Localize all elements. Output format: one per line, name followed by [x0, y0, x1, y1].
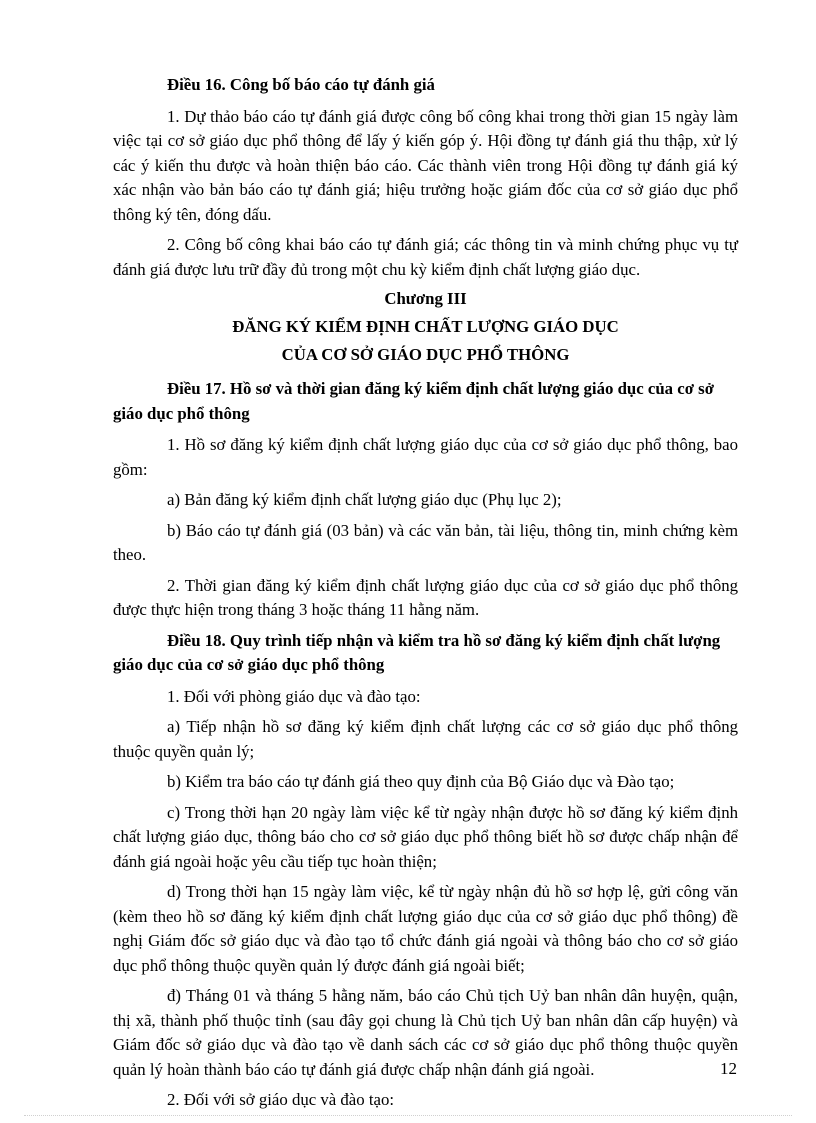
- page-edge-divider: [24, 1115, 792, 1116]
- page-body: [113, 73, 738, 1119]
- article-17-clause-1: 1. Hồ sơ đăng ký kiểm định chất lượng giáo dục của cơ sở giáo dục phổ thông, bao gồm:: [113, 435, 738, 479]
- chapter-label: Chương III: [384, 289, 467, 308]
- article-17-clause-2: 2. Thời gian đăng ký kiểm định chất lượng giáo dục của cơ sở giáo dục phổ thông được thực hiện trong tháng 3 hoặc tháng 11 hằng năm.: [113, 575, 738, 619]
- article-18-heading: Điều 18. Quy trình tiếp nhận và kiểm tra hồ sơ đăng ký kiểm định chất lượng giáo dục của cơ sở giáo dục phổ thông: [113, 630, 721, 674]
- article-17-item-a: a) Bản đăng ký kiểm định chất lượng giáo dục (Phụ lục 2);: [167, 490, 562, 509]
- article-18-clause-2: 2. Đối với sở giáo dục và đào tạo:: [167, 1090, 395, 1109]
- article-18-item-dd: đ) Tháng 01 và tháng 5 hằng năm, báo cáo Chủ tịch Uỷ ban nhân dân huyện, quận, thị xã, thành phố thuộc tỉnh (sau đây gọi chung là Chủ tịch Uỷ ban nhân dân cấp huyện) và Giám đốc sở giáo dục và đào tạo về danh sách các cơ sở giáo dục phổ thông thuộc quyền quản lý hoàn thành báo cáo tự đánh giá được chấp nhận đánh giá ngoài.: [113, 986, 738, 1079]
- article-16-clause-2: 2. Công bố công khai báo cáo tự đánh giá; các thông tin và minh chứng phục vụ tự đánh giá được lưu trữ đầy đủ trong một chu kỳ kiểm định chất lượng giáo dục.: [113, 235, 738, 279]
- article-18-clause-1: 1. Đối với phòng giáo dục và đào tạo:: [167, 686, 421, 706]
- article-16-clause-1: 1. Dự thảo báo cáo tự đánh giá được công bố công khai trong thời gian 15 ngày làm việc tại cơ sở giáo dục phổ thông để lấy ý kiến góp ý. Hội đồng tự đánh giá thu thập, xử lý các ý kiến thu được và hoàn thiện báo cáo. Các thành viên trong Hội đồng tự đánh giá ký xác nhận vào bản báo cáo tự đánh giá; hiệu trưởng hoặc giám đốc của cơ sở giáo dục phổ thông ký tên, đóng dấu.: [113, 106, 738, 224]
- chapter-title-line-1: ĐĂNG KÝ KIỂM ĐỊNH CHẤT LƯỢNG GIÁO DỤC: [232, 317, 619, 336]
- article-17-item-b: b) Báo cáo tự đánh giá (03 bản) và các văn bản, tài liệu, thông tin, minh chứng kèm theo.: [113, 520, 738, 564]
- article-18-item-b: b) Kiểm tra báo cáo tự đánh giá theo quy định của Bộ Giáo dục và Đào tạo;: [167, 772, 675, 791]
- article-16-heading: Điều 16. Công bố báo cáo tự đánh giá: [167, 75, 435, 94]
- article-18-item-c: c) Trong thời hạn 20 ngày làm việc kể từ ngày nhận được hồ sơ đăng ký kiểm định chất lượng giáo dục, thông báo cho cơ sở giáo dục phổ thông biết hồ sơ được chấp nhận để đánh giá ngoài hoặc yêu cầu tiếp tục hoàn thiện;: [113, 802, 738, 871]
- article-17-heading: Điều 17. Hồ sơ và thời gian đăng ký kiểm định chất lượng giáo dục của cơ sở giáo dục phổ thông: [113, 379, 715, 423]
- article-18-item-a: a) Tiếp nhận hồ sơ đăng ký kiểm định chất lượng các cơ sở giáo dục phổ thông thuộc quyền quản lý;: [113, 717, 738, 761]
- page-number: 12: [720, 1059, 737, 1078]
- article-18-item-d: d) Trong thời hạn 15 ngày làm việc, kể từ ngày nhận đủ hồ sơ hợp lệ, gửi công văn (kèm theo hồ sơ đăng ký kiểm định chất lượng giáo dục của cơ sở giáo dục phổ thông) đề nghị Giám đốc sở giáo dục và đào tạo tổ chức đánh giá ngoài và thông báo cho cơ sở giáo dục phổ thông thuộc quyền quản lý được đánh giá ngoài biết;: [113, 882, 738, 975]
- chapter-title-line-2: CỦA CƠ SỞ GIÁO DỤC PHỔ THÔNG: [281, 345, 570, 364]
